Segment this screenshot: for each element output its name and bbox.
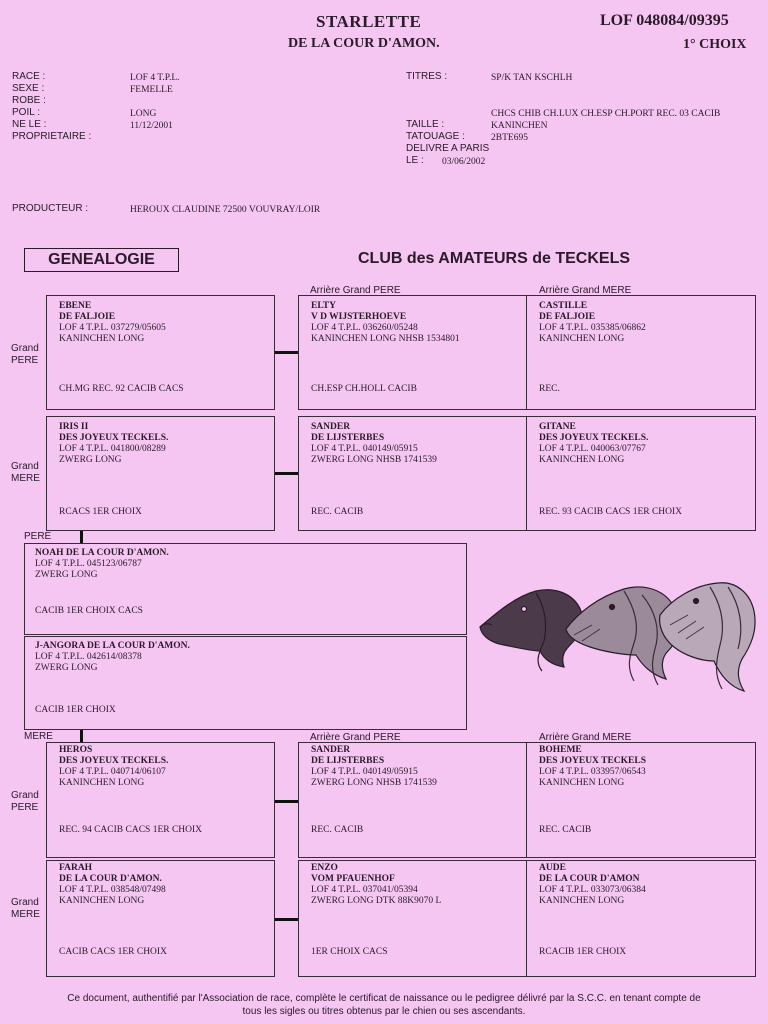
side-label-grand-mere [11, 461, 40, 485]
card-pere-agm2 [526, 416, 756, 531]
value-producteur: HEROUX CLAUDINE 72500 VOUVRAY/LOIR [130, 205, 321, 215]
choix-label: 1° CHOIX [683, 37, 747, 52]
side-label-grand: Grand [11, 790, 39, 801]
dog-titles: CACIB CACS 1ER CHOIX [59, 947, 167, 957]
dog-name-title: STARLETTE [316, 12, 422, 31]
card-mere-agm2 [526, 860, 756, 977]
card-pere-grand-mere [46, 416, 275, 531]
side-label-grand: Grand [11, 897, 39, 908]
dog-name-line1: BOHEME [539, 745, 582, 755]
connector [80, 730, 83, 742]
label-taille: TAILLE : [406, 119, 445, 130]
dog-titles: REC. 93 CACIB CACS 1ER CHOIX [539, 507, 683, 517]
dog-type: KANINCHEN LONG [59, 334, 145, 344]
card-mere-agm1 [526, 742, 756, 858]
connector [275, 800, 298, 803]
side-label-pere: PERE [11, 802, 39, 813]
label-ne-le: NE LE : [12, 119, 47, 130]
dog-name-line2: DE LIJSTERBES [311, 756, 385, 766]
label-race: RACE : [12, 71, 46, 82]
card-mere-grand-mere [46, 860, 275, 977]
dog-titles: CACIB 1ER CHOIX CACS [35, 606, 143, 616]
dog-titles: REC. CACIB [539, 825, 592, 835]
value-titres: SP/K TAN KSCHLH [491, 73, 573, 83]
club-heading: CLUB des AMATEURS de TECKELS [358, 250, 631, 267]
dog-type: KANINCHEN LONG [539, 778, 625, 788]
footer-line1: Ce document, authentifié par l'Association de race, complète le certificat de naissance ou le pedigree délivré par la S.C.C. en tenant compte de [67, 993, 701, 1004]
label-robe: ROBE : [12, 95, 46, 106]
dog-lof: LOF 4 T.P.L. 038548/07498 [59, 885, 166, 895]
dog-type: KANINCHEN LONG [539, 896, 625, 906]
side-label-grand: Grand [11, 343, 39, 354]
col-head-arriere-gp: Arrière Grand PERE [310, 732, 401, 743]
label-proprietaire: PROPRIETAIRE : [12, 131, 92, 142]
dog-type: ZWERG LONG DTK 88K9070 L [311, 896, 442, 906]
dog-name-line1: SANDER [311, 745, 351, 755]
value-poil: LONG [130, 109, 157, 119]
dog-titles: REC. 94 CACIB CACS 1ER CHOIX [59, 825, 203, 835]
connector [80, 531, 83, 543]
kennel-title: DE LA COUR D'AMON. [288, 36, 440, 51]
dog-lof: LOF 4 T.P.L. 040063/07767 [539, 444, 646, 454]
dog-name-line2: DE FALJOIE [539, 312, 596, 322]
value-titres-line2: CHCS CHIB CH.LUX CH.ESP CH.PORT REC. 03 CACIB [491, 109, 721, 119]
dog-type: KANINCHEN LONG [59, 896, 145, 906]
dog-name-line1: FARAH [59, 863, 93, 873]
label-poil: POIL : [12, 107, 40, 118]
card-mere-agp1 [298, 742, 527, 858]
dog-lof: LOF 4 T.P.L. 037041/05394 [311, 885, 418, 895]
connector [275, 472, 298, 475]
dog-name: J-ANGORA DE LA COUR D'AMON. [35, 641, 190, 651]
dog-type: KANINCHEN LONG [539, 455, 625, 465]
side-label-pere: PERE [11, 355, 39, 366]
dog-titles: CACIB 1ER CHOIX [35, 705, 116, 715]
value-race: LOF 4 T.P.L. [130, 73, 180, 83]
dog-name-line1: IRIS II [59, 422, 89, 432]
label-le: LE : [406, 155, 424, 166]
dog-type: ZWERG LONG [35, 570, 98, 580]
value-tatouage: 2BTE695 [491, 133, 528, 143]
dog-name-line2: DES JOYEUX TECKELS. [59, 756, 169, 766]
dog-type: ZWERG LONG NHSB 1741539 [311, 778, 437, 788]
dog-lof: LOF 4 T.P.L. 040149/05915 [311, 767, 418, 777]
dog-lof: LOF 4 T.P.L. 037279/05605 [59, 323, 166, 333]
card-mere-agp2 [298, 860, 527, 977]
dog-name-line2: DES JOYEUX TECKELS. [539, 433, 649, 443]
dog-titles: REC. CACIB [311, 825, 364, 835]
dog-lof: LOF 4 T.P.L. 042614/08378 [35, 652, 142, 662]
dog-name-line2: DE LA COUR D'AMON [539, 874, 640, 884]
dog-titles: 1ER CHOIX CACS [311, 947, 388, 957]
dog-name-line1: EBENE [59, 301, 92, 311]
dog-name-line2: DES JOYEUX TECKELS. [59, 433, 169, 443]
dog-lof: LOF 4 T.P.L. 041800/08289 [59, 444, 166, 454]
dog-name-line2: VOM PFAUENHOF [311, 874, 395, 884]
dog-type: ZWERG LONG [35, 663, 98, 673]
dog-lof: LOF 4 T.P.L. 040149/05915 [311, 444, 418, 454]
footer-line2: tous les sigles ou titres obtenus par le chien ou ses ascendants. [242, 1006, 526, 1017]
dog-lof: LOF 4 T.P.L. 036260/05248 [311, 323, 418, 333]
label-producteur: PRODUCTEUR : [12, 203, 89, 214]
dog-name-line1: SANDER [311, 422, 351, 432]
card-mere-grand-pere [46, 742, 275, 858]
dog-titles: CH.ESP CH.HOLL CACIB [311, 384, 417, 394]
dog-name-line2: DE LIJSTERBES [311, 433, 385, 443]
dog-name-line1: ELTY [311, 301, 336, 311]
dog-type: ZWERG LONG NHSB 1741539 [311, 455, 437, 465]
card-pere-agp2 [298, 416, 527, 531]
dog-titles: RCACS 1ER CHOIX [59, 507, 142, 517]
dog-lof: LOF 4 T.P.L. 040714/06107 [59, 767, 166, 777]
dog-type: ZWERG LONG [59, 455, 122, 465]
dog-type: KANINCHEN LONG [59, 778, 145, 788]
card-pere-agm1 [526, 295, 756, 410]
lof-number: LOF 048084/09395 [600, 12, 729, 29]
dog-name-line1: AUDE [539, 863, 566, 873]
side-label-grand: Grand [11, 461, 39, 472]
value-ne-le: 11/12/2001 [130, 121, 173, 131]
dog-name-line2: V D WIJSTERHOEVE [311, 312, 407, 322]
dog-name-line1: ENZO [311, 863, 338, 873]
dog-name-line2: DES JOYEUX TECKELS [539, 756, 646, 766]
dog-lof: LOF 4 T.P.L. 045123/06787 [35, 559, 142, 569]
footer-note [10, 992, 758, 1018]
dog-lof: LOF 4 T.P.L. 033073/06384 [539, 885, 646, 895]
card-pere-grand-pere [46, 295, 275, 410]
connector [275, 918, 298, 921]
dog-name-line2: DE LA COUR D'AMON. [59, 874, 162, 884]
dog-titles: CH.MG REC. 92 CACIB CACS [59, 384, 184, 394]
label-titres: TITRES : [406, 71, 448, 82]
col-head-arriere-gm: Arrière Grand MERE [539, 732, 632, 743]
side-label-grand-pere [11, 343, 39, 367]
dog-type: KANINCHEN LONG NHSB 1534801 [311, 334, 460, 344]
dachshund-heads-illustration [474, 575, 758, 695]
dog-name-line1: HEROS [59, 745, 93, 755]
col-head-arriere-gp: Arrière Grand PERE [310, 285, 401, 296]
label-sexe: SEXE : [12, 83, 45, 94]
dog-name-line2: DE FALJOIE [59, 312, 116, 322]
card-mere [24, 636, 467, 730]
dog-type: KANINCHEN LONG [539, 334, 625, 344]
identity-labels [12, 71, 91, 143]
value-taille: KANINCHEN [491, 121, 548, 131]
label-mere: MERE [24, 731, 53, 742]
col-head-arriere-gm: Arrière Grand MERE [539, 285, 632, 296]
side-label-mere: MERE [11, 473, 40, 484]
side-label-grand-pere [11, 790, 39, 814]
dog-name-line1: GITANE [539, 422, 576, 432]
label-tatouage: TATOUAGE : [406, 131, 465, 142]
dog-name-line1: CASTILLE [539, 301, 588, 311]
dog-lof: LOF 4 T.P.L. 035385/06862 [539, 323, 646, 333]
card-pere-agp1 [298, 295, 527, 410]
label-pere: PERE [24, 531, 52, 542]
genealogie-heading: GENEALOGIE [24, 248, 179, 272]
value-le: 03/06/2002 [442, 157, 486, 167]
value-sexe: FEMELLE [130, 85, 173, 95]
side-label-grand-mere [11, 897, 40, 921]
side-label-mere: MERE [11, 909, 40, 920]
dog-lof: LOF 4 T.P.L. 033957/06543 [539, 767, 646, 777]
label-delivre: DELIVRE A PARIS [406, 143, 490, 154]
card-pere [24, 543, 467, 635]
dog-titles: RCACIB 1ER CHOIX [539, 947, 627, 957]
dog-titles: REC. CACIB [311, 507, 364, 517]
connector [275, 351, 298, 354]
dog-name: NOAH DE LA COUR D'AMON. [35, 548, 169, 558]
dog-titles: REC. [539, 384, 560, 394]
